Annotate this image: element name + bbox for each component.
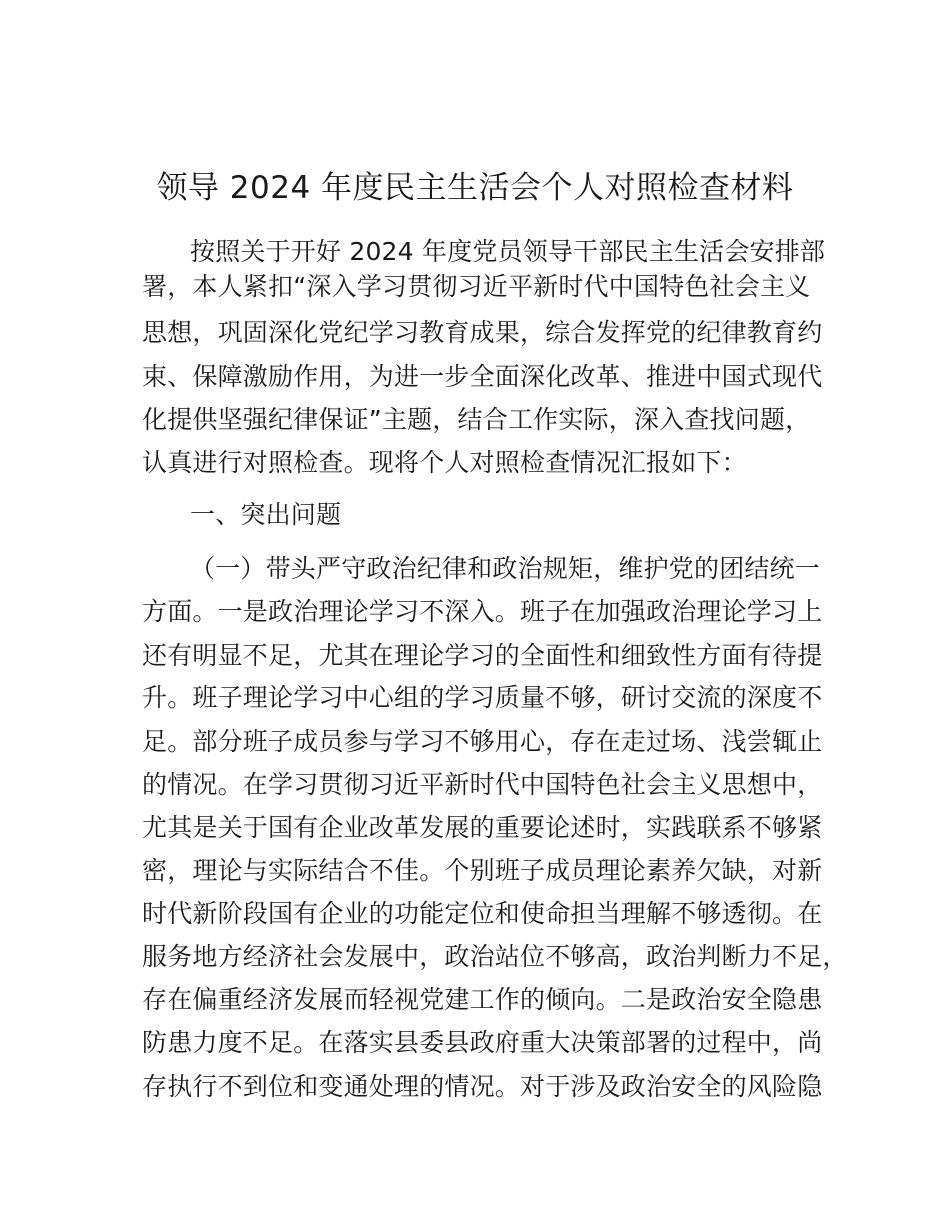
- intro-line: 思想，巩固深化党纪学习教育成果，综合发挥党的纪律教育约: [142, 318, 823, 347]
- intro-line: 认真进行对照检查。现将个人对照检查情况汇报如下：: [142, 448, 747, 477]
- body-line: 的情况。在学习贯彻习近平新时代中国特色社会主义思想中，: [142, 770, 823, 799]
- body-line: 密，理论与实际结合不佳。个别班子成员理论素养欠缺，对新: [142, 856, 823, 885]
- section-heading: 一、突出问题: [190, 500, 342, 529]
- body-line: 服务地方经济社会发展中，政治站位不够高，政治判断力不足，: [142, 942, 848, 971]
- body-line: 尤其是关于国有企业改革发展的重要论述时，实践联系不够紧: [142, 813, 823, 842]
- intro-line: 束、保障激励作用，为进一步全面深化改革、推进中国式现代: [142, 362, 823, 391]
- body-line: （一）带头严守政治纪律和政治规矩，维护党的团结统一: [190, 554, 821, 583]
- body-line: 存执行不到位和变通处理的情况。对于涉及政治安全的风险隐: [142, 1072, 823, 1101]
- body-line: 方面。一是政治理论学习不深入。班子在加强政治理论学习上: [142, 597, 823, 626]
- body-line: 还有明显不足，尤其在理论学习的全面性和细致性方面有待提: [142, 641, 823, 670]
- intro-line: 署，本人紧扣“深入学习贯彻习近平新时代中国特色社会主义: [142, 272, 811, 301]
- body-line: 升。班子理论学习中心组的学习质量不够，研讨交流的深度不: [142, 683, 823, 712]
- body-line: 存在偏重经济发展而轻视党建工作的倾向。二是政治安全隐患: [142, 985, 823, 1014]
- body-line: 时代新阶段国有企业的功能定位和使命担当理解不够透彻。在: [142, 899, 823, 928]
- body-line: 足。部分班子成员参与学习不够用心，存在走过场、浅尝辄止: [142, 727, 823, 756]
- document-title: 领导 2024 年度民主生活会个人对照检查材料: [156, 170, 794, 206]
- intro-line: 按照关于开好 2024 年度党员领导干部民主生活会安排部: [190, 237, 826, 266]
- intro-line: 化提供坚强纪律保证”主题，结合工作实际，深入查找问题，: [142, 405, 811, 434]
- body-line: 防患力度不足。在落实县委县政府重大决策部署的过程中，尚: [142, 1028, 823, 1057]
